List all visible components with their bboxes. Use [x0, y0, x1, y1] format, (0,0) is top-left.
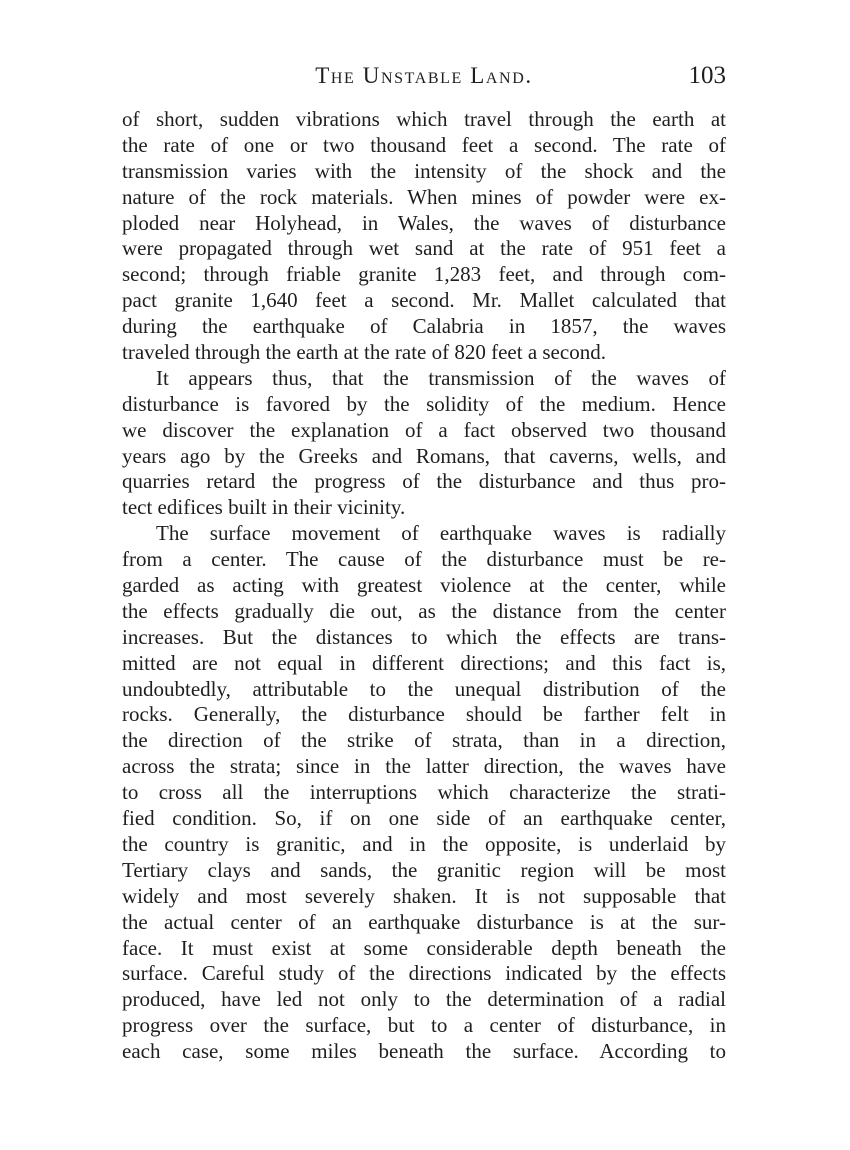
text-line: widely and most severely shaken. It is not supposable that [122, 883, 726, 908]
paragraph-start-line: The surface movement of earthquake waves is radially [156, 521, 726, 546]
text-line: the effects gradually die out, as the distance from the center [122, 598, 726, 623]
running-title: The Unstable Land. [315, 63, 533, 88]
page-number: 103 [688, 62, 726, 89]
text-line: undoubtedly, attributable to the unequal distribution of the [122, 676, 726, 701]
text-line: mitted are not equal in different directions; and this fact is, [122, 650, 726, 675]
text-line: the country is granitic, and in the opposite, is underlaid by [122, 831, 726, 856]
text-line: we discover the explanation of a fact observed two thousand [122, 417, 726, 442]
text-line: second; through friable granite 1,283 feet, and through com- [122, 262, 726, 287]
text-line: during the earthquake of Calabria in 1857, the waves [122, 314, 726, 339]
text-line: Tertiary clays and sands, the granitic region will be most [122, 857, 726, 882]
text-line: disturbance is favored by the solidity of the medium. Hence [122, 391, 726, 416]
text-line: the direction of the strike of strata, than in a direction, [122, 728, 726, 753]
body-text [122, 107, 726, 1065]
paragraph-end-line: tect edifices built in their vicinity. [122, 495, 406, 520]
text-line: face. It must exist at some considerable depth beneath the [122, 935, 726, 960]
text-line: were propagated through wet sand at the rate of 951 feet a [122, 236, 726, 261]
text-line: years ago by the Greeks and Romans, that caverns, wells, and [122, 443, 726, 468]
text-line: rocks. Generally, the disturbance should be farther felt in [122, 702, 726, 727]
text-line: from a center. The cause of the disturbance must be re- [122, 547, 726, 572]
text-line: surface. Careful study of the directions indicated by the effects [122, 961, 726, 986]
text-line: fied condition. So, if on one side of an earthquake center, [122, 806, 726, 831]
text-line: garded as acting with greatest violence at the center, while [122, 573, 726, 598]
text-line: to cross all the interruptions which characterize the strati- [122, 780, 726, 805]
text-line: of short, sudden vibrations which travel through the earth at [122, 107, 726, 131]
text-line: transmission varies with the intensity of the shock and the [122, 158, 726, 183]
text-line: quarries retard the progress of the disturbance and thus pro- [122, 469, 726, 494]
paragraph-start-line: It appears thus, that the transmission of the waves of [156, 365, 726, 390]
text-line: produced, have led not only to the determination of a radial [122, 987, 726, 1012]
text-line: the rate of one or two thousand feet a second. The rate of [122, 132, 726, 157]
text-line: each case, some miles beneath the surface. According to [122, 1039, 726, 1064]
text-line: increases. But the distances to which the effects are trans- [122, 624, 726, 649]
text-line: progress over the surface, but to a center of disturbance, in [122, 1013, 726, 1038]
text-line: the actual center of an earthquake disturbance is at the sur- [122, 909, 726, 934]
text-line: nature of the rock materials. When mines of powder were ex- [122, 184, 726, 209]
text-line: across the strata; since in the latter direction, the waves have [122, 754, 726, 779]
text-line: ploded near Holyhead, in Wales, the waves of disturbance [122, 210, 726, 235]
paragraph-end-line: traveled through the earth at the rate of 820 feet a second. [122, 340, 606, 365]
text-line: pact granite 1,640 feet a second. Mr. Mallet calculated that [122, 288, 726, 313]
running-header [122, 58, 726, 94]
